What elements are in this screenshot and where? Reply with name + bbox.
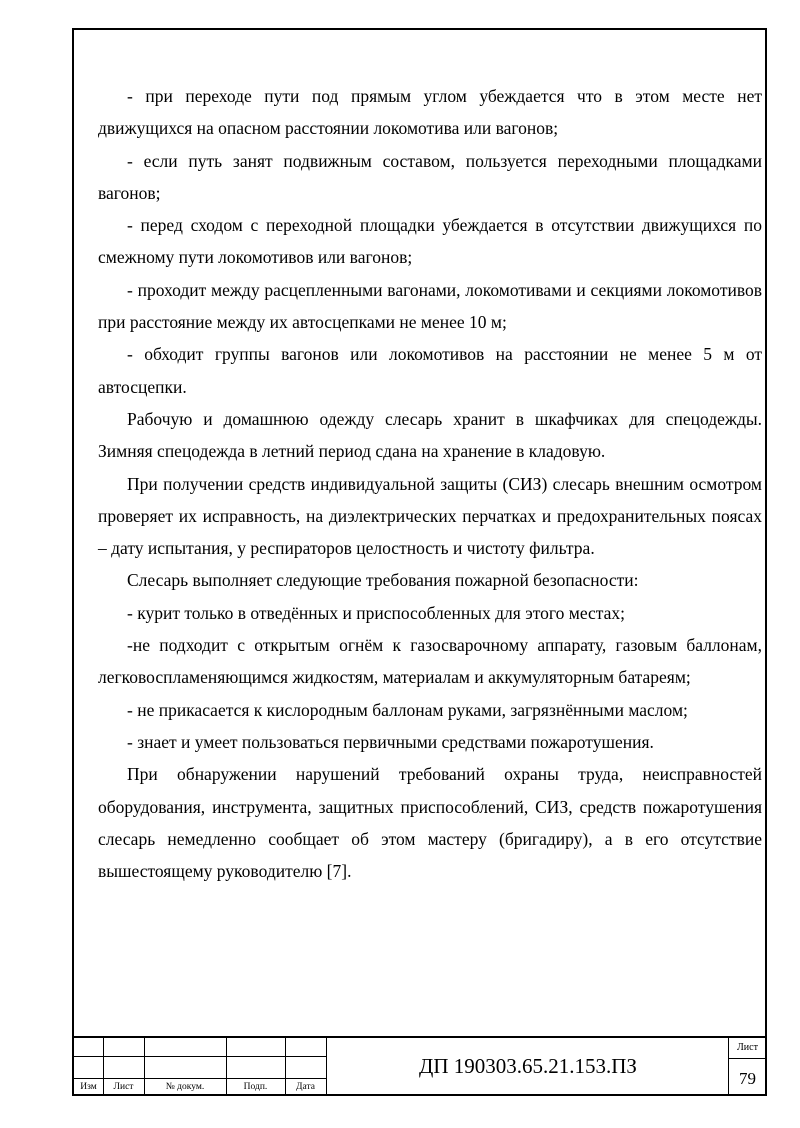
izm-caption: Изм — [80, 1082, 97, 1092]
paragraph: Слесарь выполняет следующие требования пожарной безопасности: — [127, 570, 639, 591]
doc-number-caption: № докум. — [165, 1082, 205, 1092]
paragraph: При получении средств индивидуальной защиты (СИЗ) слесарь внешним осмотром проверяет их исправность, на диэлектрических перчатках и предохранительных поясах – дату испытания, у респираторов целостность и чистоту фильтра. — [98, 473, 762, 559]
paragraph: - обходит группы вагонов или локомотивов на расстоянии не менее 5 м от автосцепки. — [98, 344, 762, 397]
page-frame — [72, 28, 767, 1096]
paragraph: - проходит между расцепленными вагонами, локомотивами и секциями локомотивов при расстояние между их автосцепками не менее 10 м; — [98, 279, 762, 333]
paragraph: -не подходит с открытым огнём к газосварочному аппарату, газовым баллонам, легковоспламеняющимся жидкостям, материалам и аккумуляторным батареям; — [98, 635, 762, 688]
paragraph: При обнаружении нарушений требований охраны труда, неисправностей оборудования, инструмента, защитных приспособлений, СИЗ, средств пожаротушения слесарь немедленно сообщает об этом мастеру (бригадиру), а в его отсутствие вышестоящему руководителю [7]. — [98, 764, 762, 882]
divider — [728, 1038, 729, 1094]
paragraph: - не прикасается к кислородным баллонам руками, загрязнёнными маслом; — [127, 699, 688, 720]
title-block — [74, 1036, 765, 1094]
date-caption: Дата — [296, 1082, 315, 1092]
divider — [326, 1038, 327, 1094]
document-code: ДП 190303.65.21.153.ПЗ — [419, 1054, 637, 1078]
divider — [728, 1058, 765, 1059]
paragraph: Рабочую и домашнюю одежду слесарь хранит в шкафчиках для спецодежды. Зимняя спецодежда в летний период сдана на хранение в кладовую. — [98, 408, 762, 462]
signature-caption: Подп. — [243, 1082, 268, 1092]
sheet-label: Лист — [737, 1042, 758, 1053]
list-caption: Лист — [113, 1082, 134, 1092]
paragraph: - при переходе пути под прямым углом убеждается что в этом месте нет движущихся на опасном расстоянии локомотива или вагонов; — [98, 86, 762, 139]
divider — [74, 1078, 326, 1079]
paragraph: - если путь занят подвижным составом, пользуется переходными площадками вагонов; — [98, 150, 762, 203]
paragraph: - перед сходом с переходной площадки убеждается в отсутствии движущихся по смежному пути локомотивов или вагонов; — [98, 215, 762, 268]
paragraph: - знает и умеет пользоваться первичными средствами пожаротушения. — [127, 731, 654, 752]
sheet-number: 79 — [739, 1069, 756, 1088]
document-body — [98, 80, 762, 887]
paragraph: - курит только в отведённых и приспособленных для этого местах; — [127, 602, 626, 623]
divider — [74, 1056, 326, 1057]
